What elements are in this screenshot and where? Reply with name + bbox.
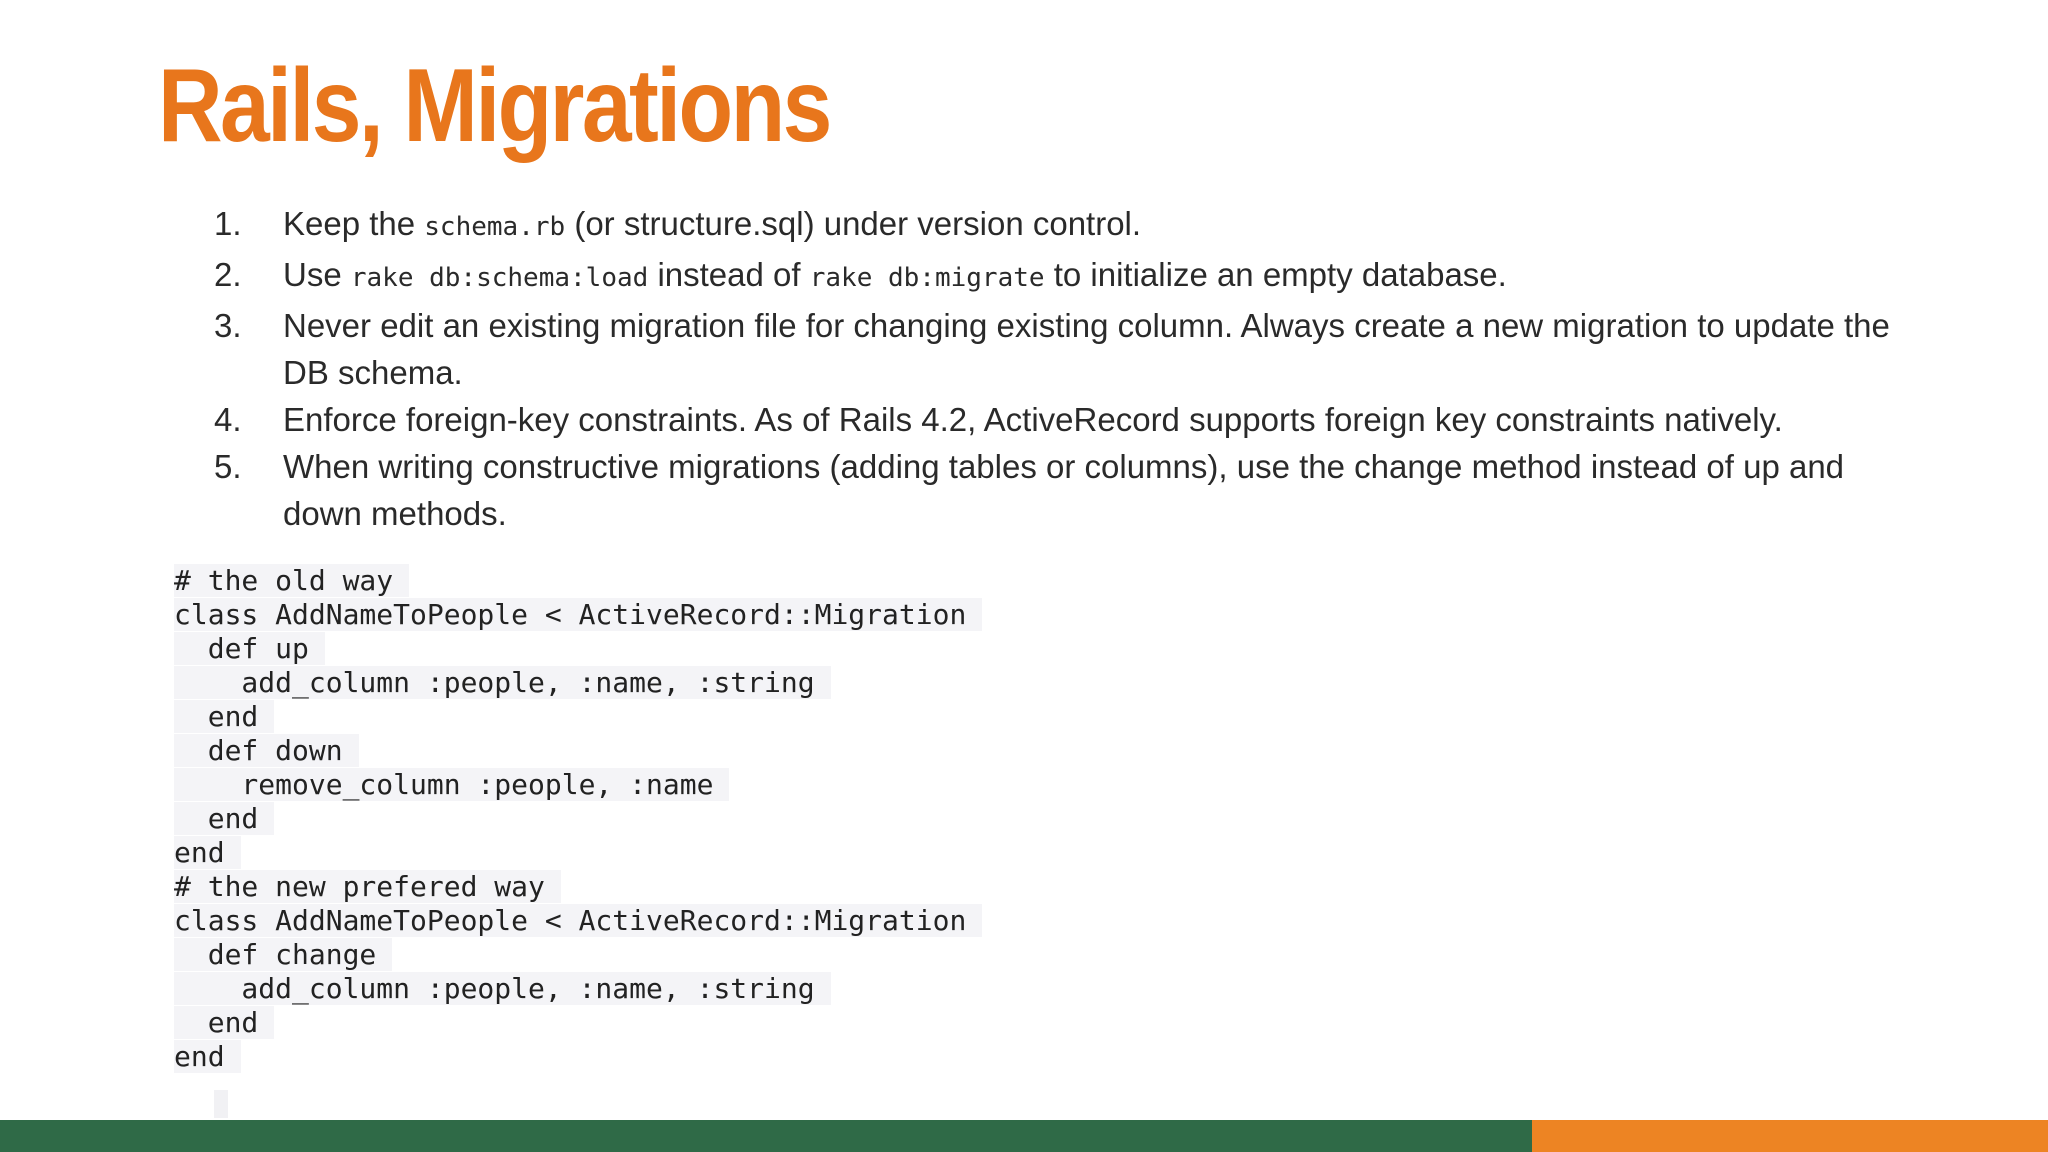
list-item-text: When writing constructive migrations (adding tables or columns), use the change method instead of up and down methods. xyxy=(283,448,1845,532)
best-practices-list xyxy=(200,200,1920,537)
inline-code: rake db:migrate xyxy=(809,263,1045,293)
list-item-text: Enforce foreign-key constraints. As of Rails 4.2, ActiveRecord supports foreign key constraints natively. xyxy=(283,401,1783,438)
footer-bar-green xyxy=(0,1120,1532,1152)
list-item-text: Keep the xyxy=(283,205,425,242)
list-item-text: Use xyxy=(283,256,351,293)
code-line: end xyxy=(174,1040,982,1074)
code-line: end xyxy=(174,836,982,870)
list-item xyxy=(200,443,1920,537)
list-item-text: instead of xyxy=(648,256,810,293)
text-cursor xyxy=(214,1090,228,1118)
code-line: def down xyxy=(174,734,982,768)
code-line: end xyxy=(174,802,982,836)
code-line: class AddNameToPeople < ActiveRecord::Migration xyxy=(174,598,982,632)
list-item-number: 2. xyxy=(214,256,242,293)
list-item xyxy=(200,302,1920,396)
list-item-text: to initialize an empty database. xyxy=(1044,256,1507,293)
code-line: def change xyxy=(174,938,982,972)
list-item xyxy=(200,200,1920,251)
code-line: class AddNameToPeople < ActiveRecord::Migration xyxy=(174,904,982,938)
code-line: # the new prefered way xyxy=(174,870,982,904)
code-line: end xyxy=(174,700,982,734)
code-line: remove_column :people, :name xyxy=(174,768,982,802)
code-line: def up xyxy=(174,632,982,666)
code-line: add_column :people, :name, :string xyxy=(174,972,982,1006)
list-item-number: 3. xyxy=(214,307,242,344)
code-line: # the old way xyxy=(174,564,982,598)
list-item xyxy=(200,251,1920,302)
code-block xyxy=(174,564,982,1074)
code-line: add_column :people, :name, :string xyxy=(174,666,982,700)
code-line: end xyxy=(174,1006,982,1040)
list-item-text: (or structure.sql) under version control. xyxy=(565,205,1142,242)
list-item-number: 4. xyxy=(214,401,242,438)
footer-bar-orange xyxy=(1532,1120,2048,1152)
list-item-number: 5. xyxy=(214,448,242,485)
list-item-number: 1. xyxy=(214,205,242,242)
list-item-text: Never edit an existing migration file for changing existing column. Always create a new migration to update the DB schema. xyxy=(283,307,1890,391)
list-item xyxy=(200,396,1920,443)
slide-title: Rails, Migrations xyxy=(158,48,830,164)
inline-code: schema.rb xyxy=(424,212,566,242)
inline-code: rake db:schema:load xyxy=(350,263,649,293)
